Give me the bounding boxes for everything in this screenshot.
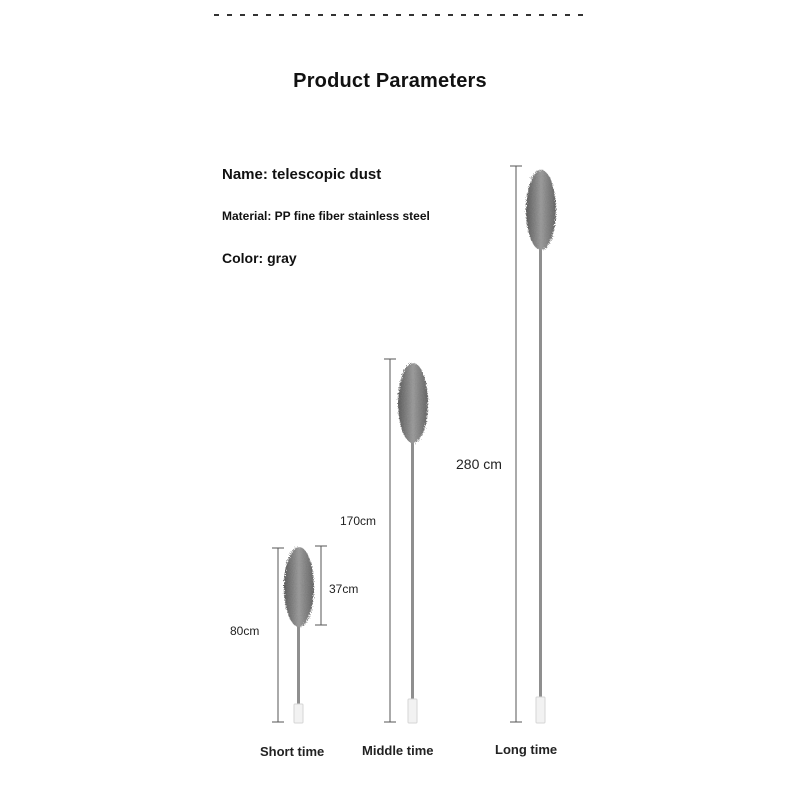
short-total-dimension (272, 548, 284, 722)
short-duster (284, 547, 314, 723)
middle-duster-head (398, 363, 428, 443)
middle-total-dimension (384, 359, 396, 722)
long-handle (536, 697, 545, 723)
short-duster-head (284, 547, 314, 627)
middle-total-length-label: 170cm (340, 514, 377, 528)
page-title: Product Parameters (293, 70, 487, 92)
long-mode-label: Long time (495, 742, 558, 757)
long-total-dimension (510, 166, 522, 722)
long-pole (539, 248, 542, 700)
middle-mode-label: Middle time (362, 743, 434, 758)
long-duster-head (526, 170, 556, 250)
middle-duster (398, 363, 428, 723)
long-total-length-label: 280 cm (456, 456, 502, 472)
short-head-dimension (315, 546, 327, 625)
short-pole (297, 625, 300, 713)
short-mode-label: Short time (260, 744, 325, 759)
short-handle (294, 704, 303, 723)
middle-pole (411, 440, 414, 702)
middle-handle (408, 699, 417, 723)
short-head-length-label: 37cm (329, 582, 359, 596)
long-duster (526, 170, 556, 723)
spec-name: Name: telescopic dust (222, 166, 382, 183)
spec-material: Material: PP fine fiber stainless steel (222, 209, 430, 223)
spec-color: Color: gray (222, 250, 297, 266)
short-total-length-label: 80cm (230, 624, 260, 638)
